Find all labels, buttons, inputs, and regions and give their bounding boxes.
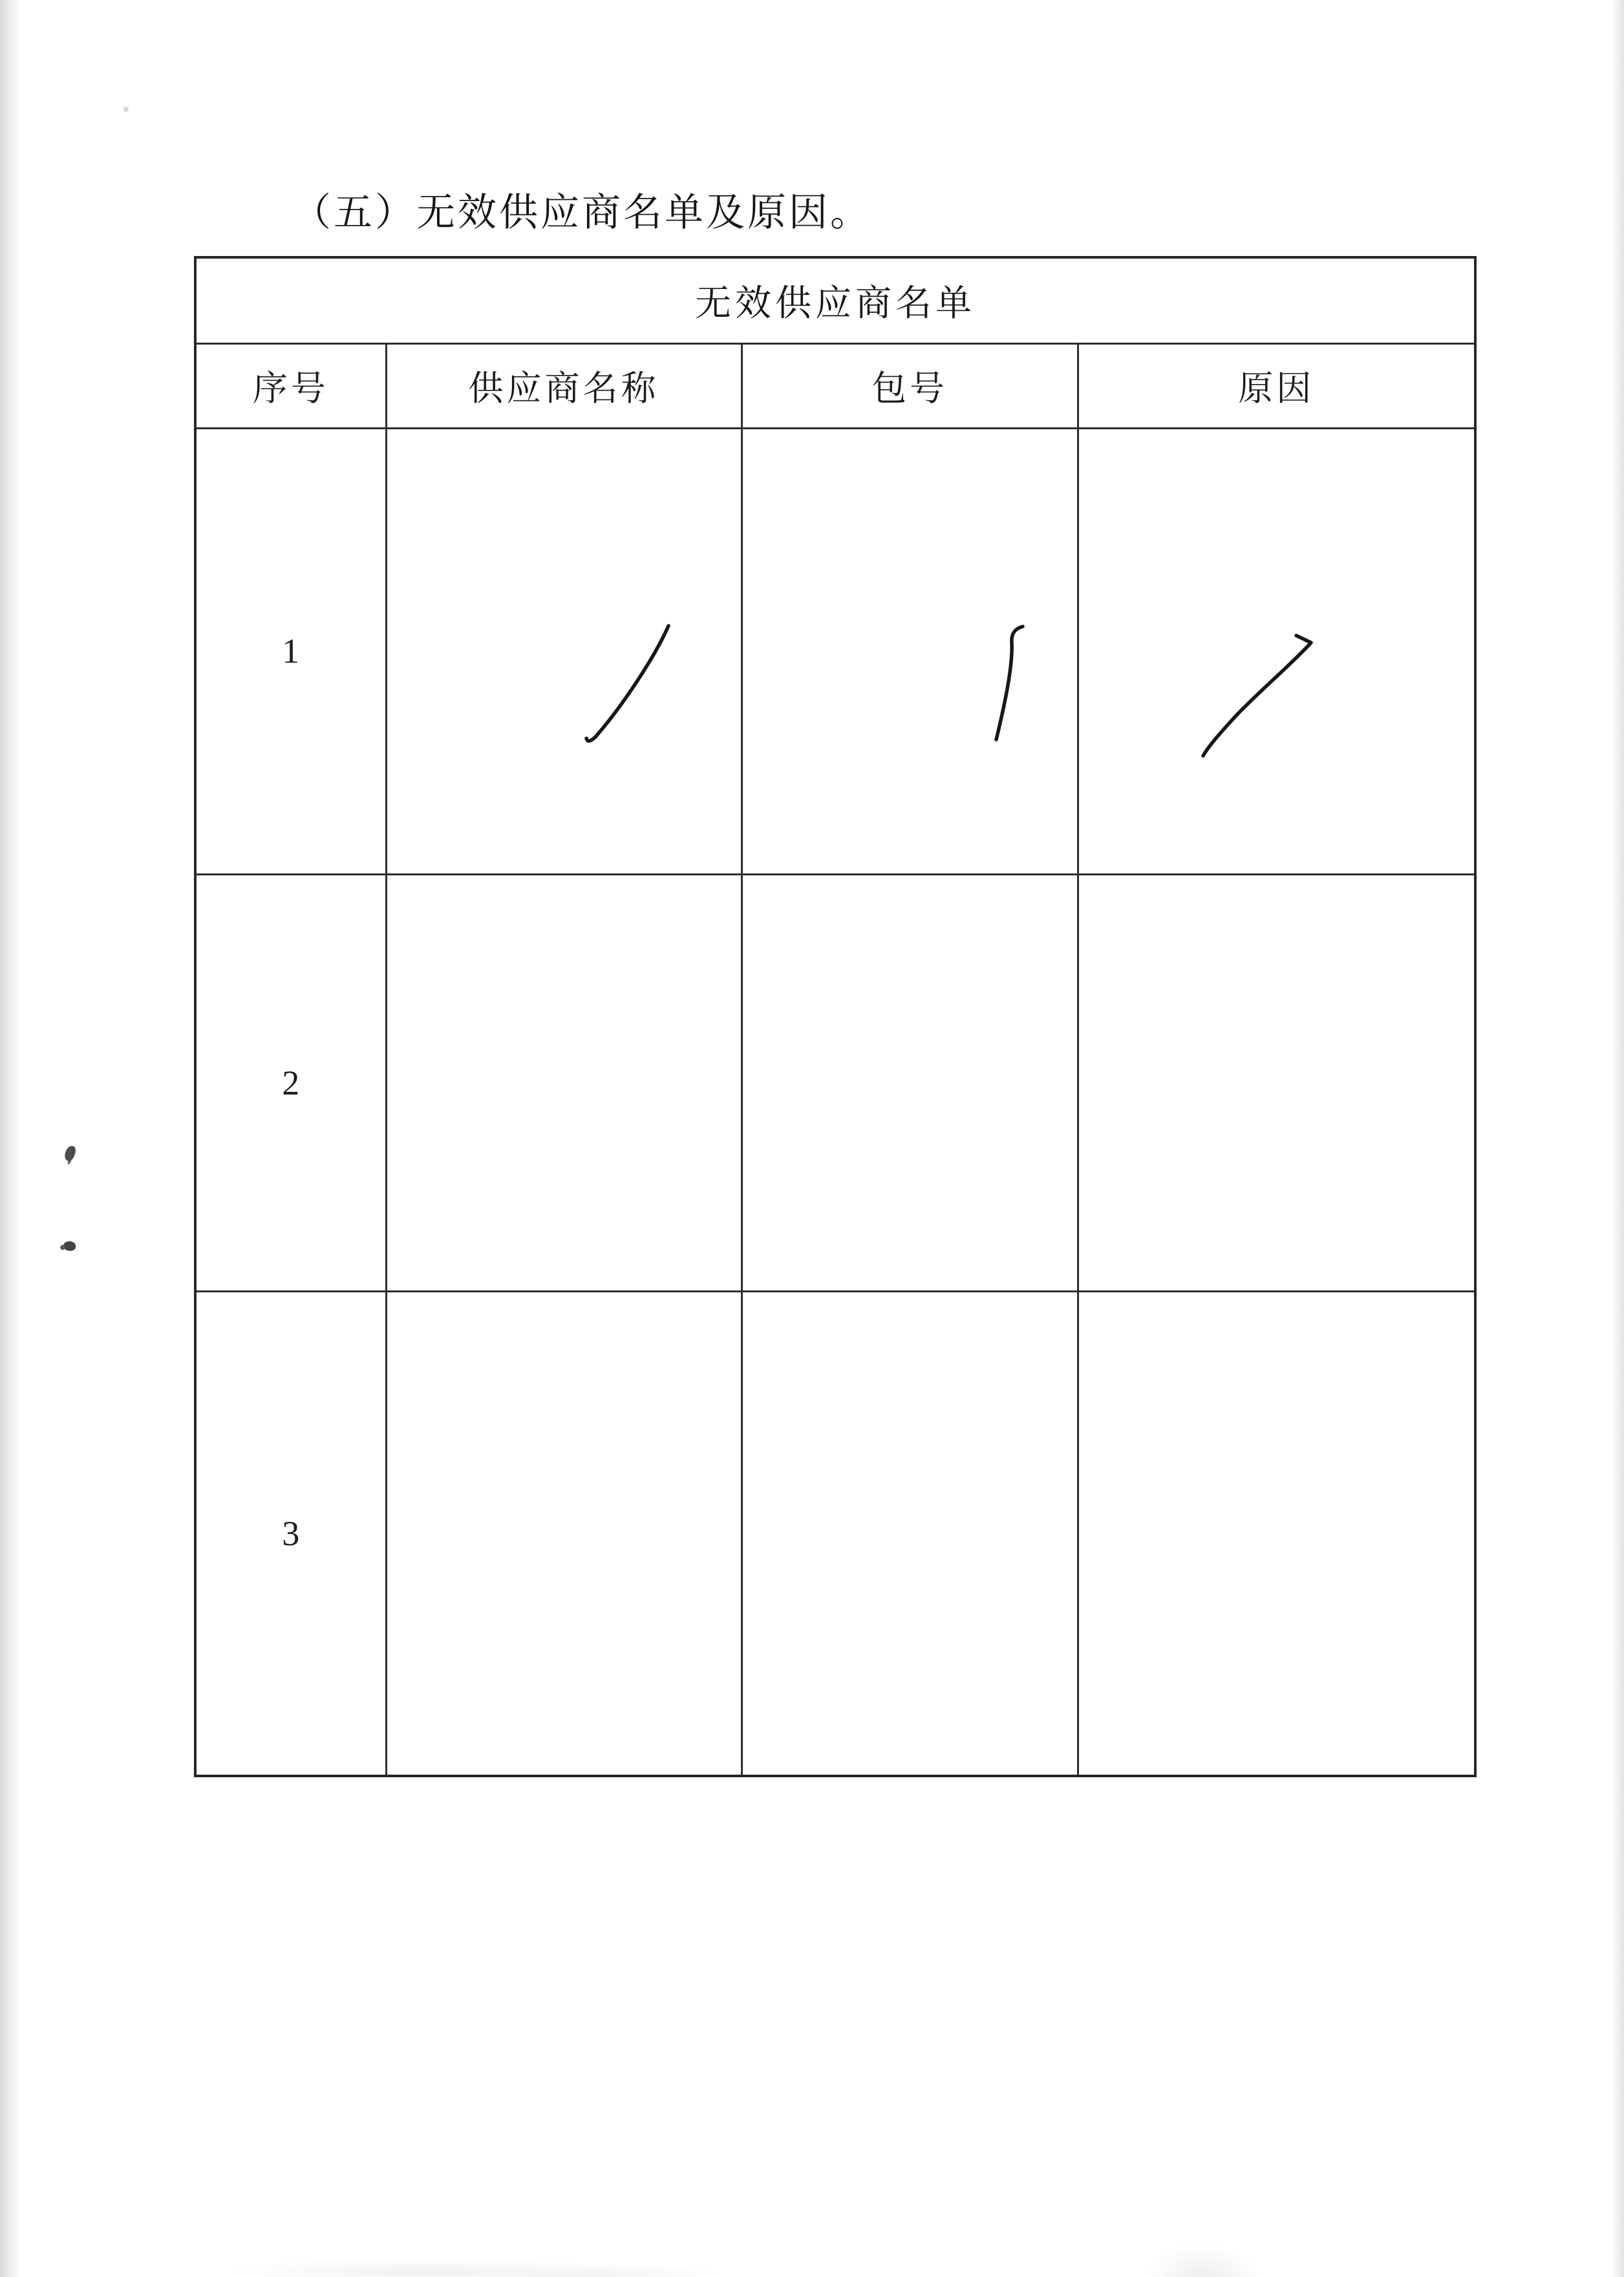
ink-speck <box>123 107 129 112</box>
col-header-package: 包号 <box>742 343 1078 428</box>
col-header-index: 序号 <box>195 343 386 428</box>
row2-package-cell <box>742 874 1078 1291</box>
handwritten-slash-mark <box>941 618 1036 746</box>
row1-supplier-cell <box>386 428 742 874</box>
table-header-row <box>195 343 1475 428</box>
table-title: 无效供应商名单 <box>195 257 1475 343</box>
row1-reason-cell <box>1078 428 1475 874</box>
col-header-reason: 原因 <box>1078 343 1475 428</box>
invalid-suppliers-table <box>194 256 1477 1777</box>
row3-index-cell: 3 <box>195 1291 386 1776</box>
ink-speck <box>63 1145 76 1162</box>
table-title-row <box>195 257 1475 343</box>
handwritten-slash-mark <box>1194 627 1322 764</box>
table-row-1 <box>195 428 1475 874</box>
row1-index-cell: 1 <box>195 428 386 874</box>
row3-package-cell <box>742 1291 1078 1776</box>
row2-index-cell: 2 <box>195 874 386 1291</box>
handwritten-slash-mark <box>579 618 676 755</box>
table-row-2 <box>195 874 1475 1291</box>
row2-supplier-cell <box>386 874 742 1291</box>
ink-speck <box>63 1241 76 1252</box>
section-heading: （五）无效供应商名单及原因。 <box>292 191 871 234</box>
row3-reason-cell <box>1078 1291 1475 1776</box>
row3-supplier-cell <box>386 1291 742 1776</box>
row1-package-cell <box>742 428 1078 874</box>
scan-edge-shadow-left <box>0 0 21 2277</box>
row2-reason-cell <box>1078 874 1475 1291</box>
scan-edge-shadow-right <box>1611 0 1624 2277</box>
scan-smudge-bottom <box>155 2232 1448 2277</box>
table-row-3 <box>195 1291 1475 1776</box>
col-header-supplier: 供应商名称 <box>386 343 742 428</box>
